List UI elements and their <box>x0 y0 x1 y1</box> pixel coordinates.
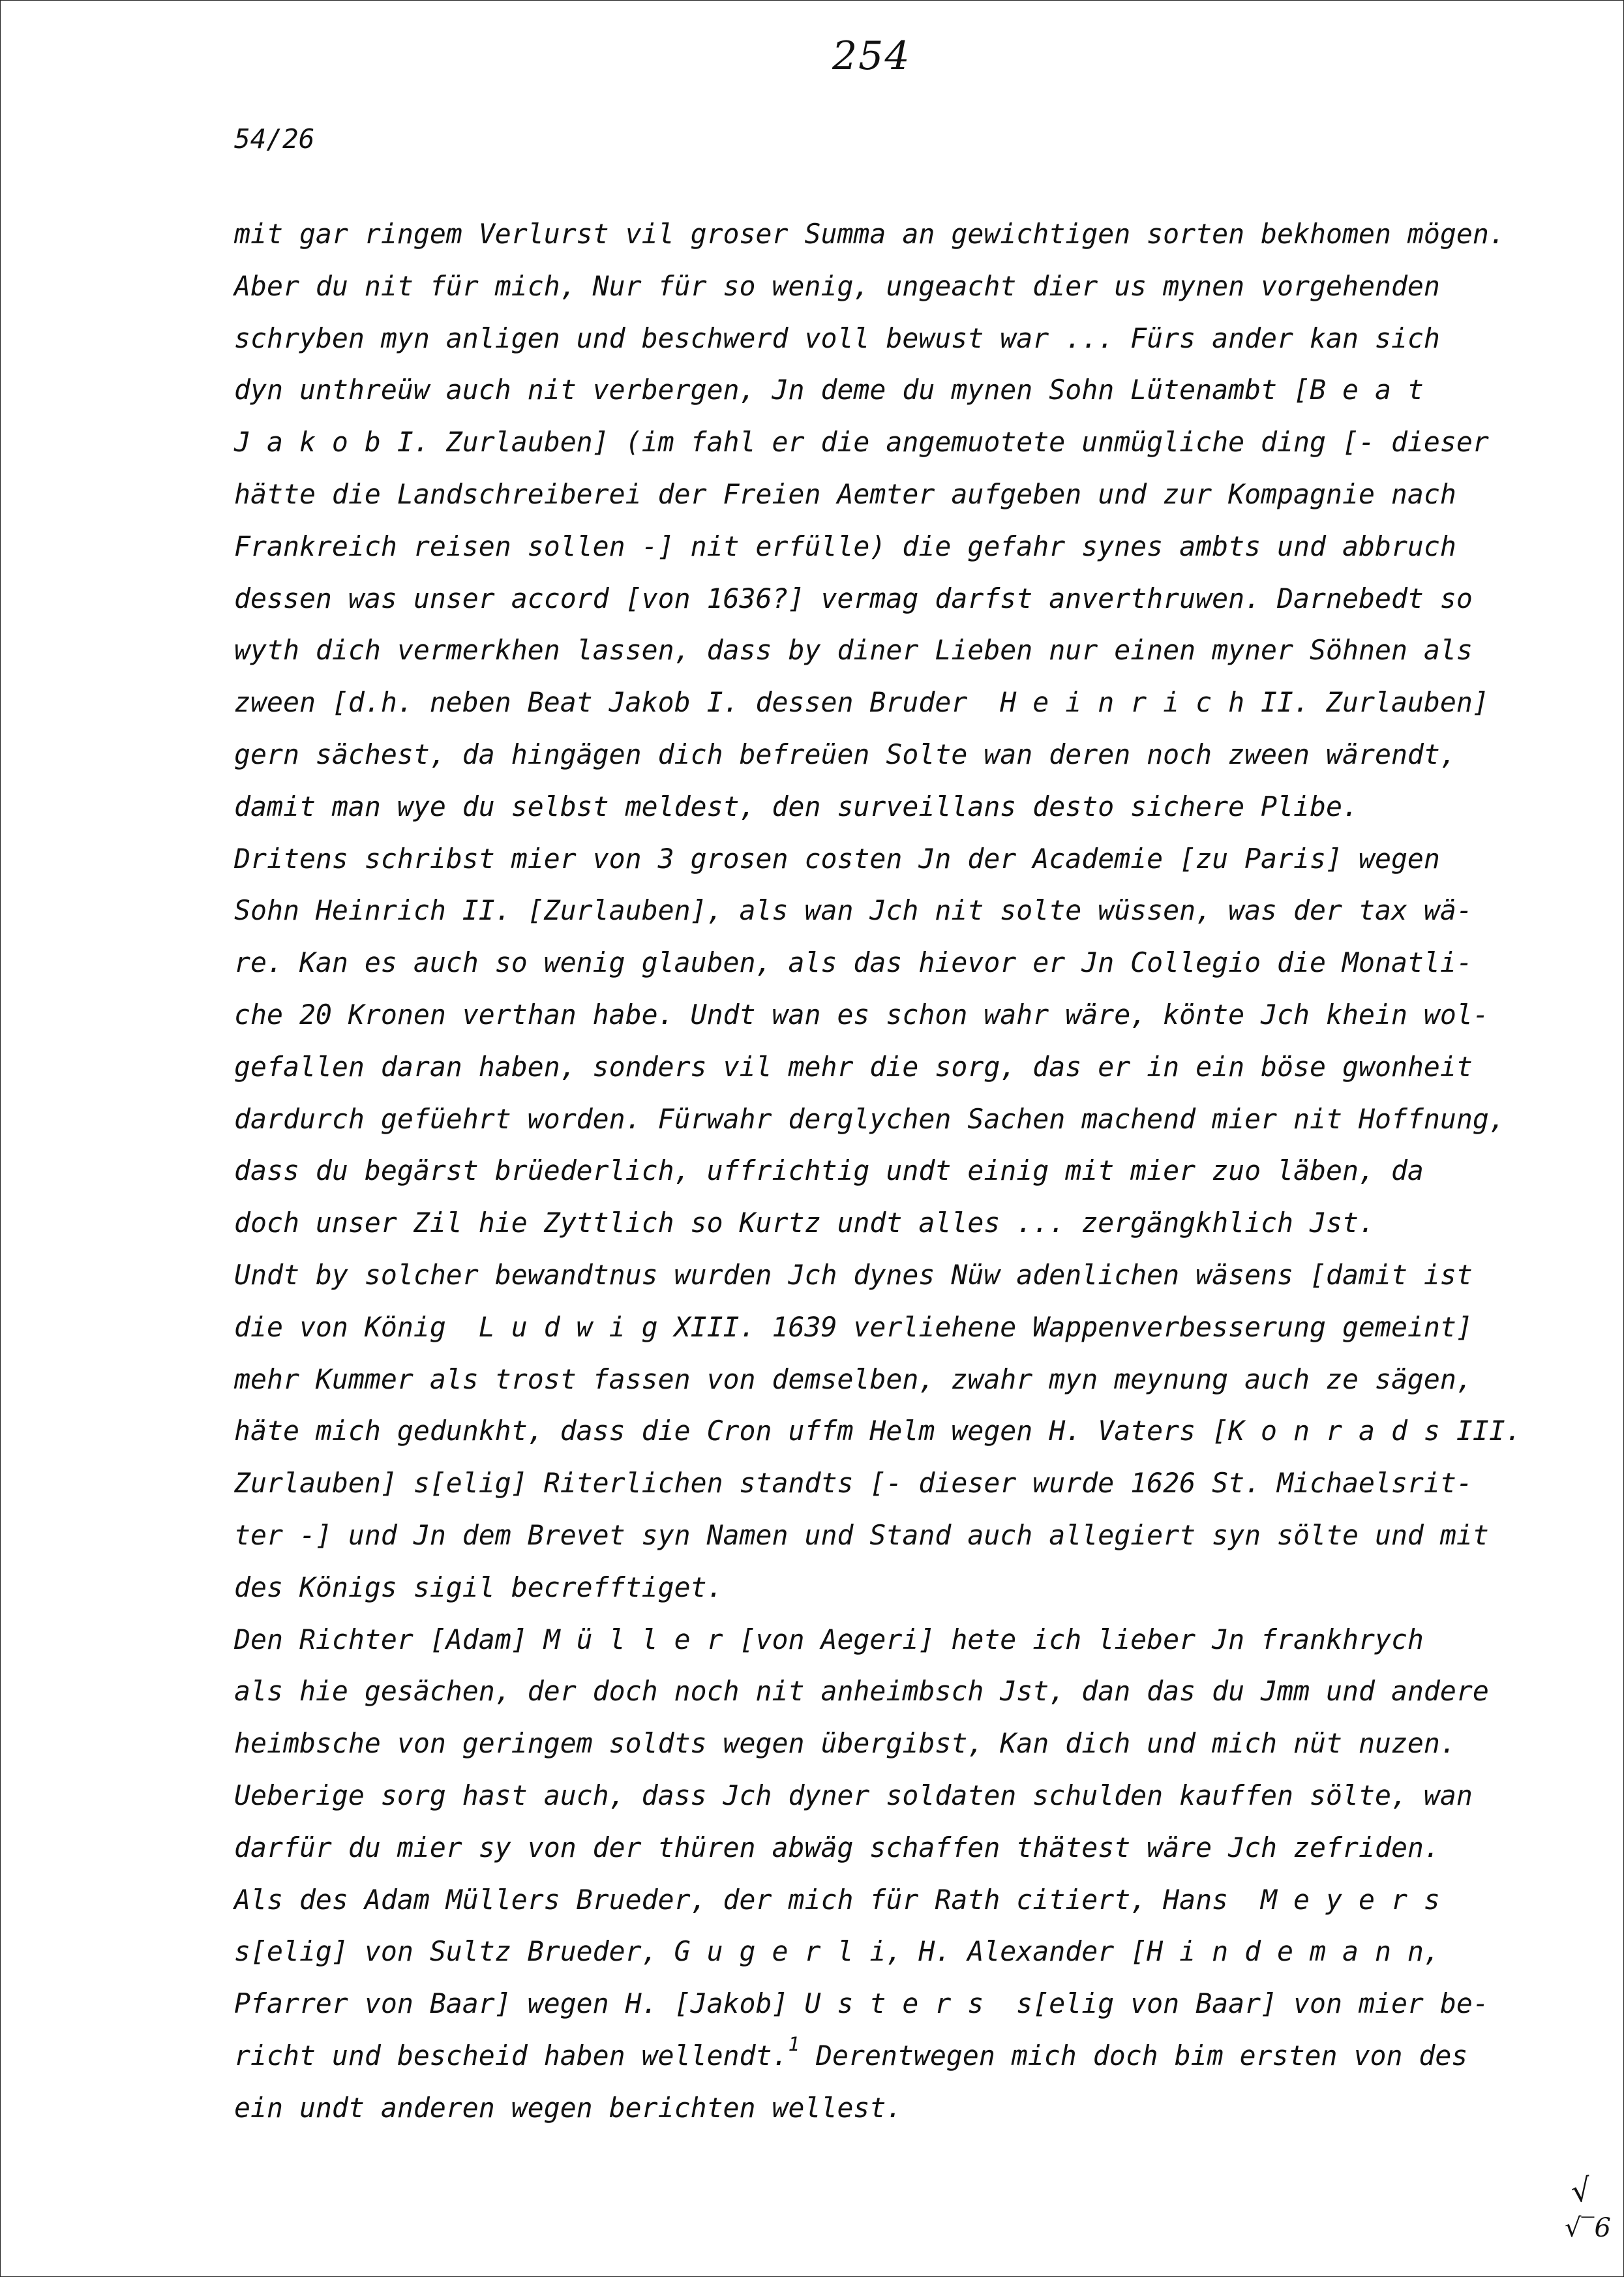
text-line: häte mich gedunkht, dass die Cron uffm Helm wegen H. Vaters [K o n r a d s III. <box>234 1415 1522 1447</box>
text-line: dessen was unser accord [von 1636?] vermag darfst anverthruwen. Darnebedt so <box>234 582 1473 614</box>
text-line: mit gar ringem Verlurst vil groser Summa an gewichtigen sorten bekhomen mögen. <box>234 218 1505 250</box>
text-line: dyn unthreüw auch nit verbergen, Jn deme du mynen Sohn Lütenambt [B e a t <box>234 374 1424 406</box>
text-line-start: richt und bescheid haben wellendt. <box>234 2039 789 2072</box>
text-line: Als des Adam Müllers Brueder, der mich für Rath citiert, Hans M e y e r s <box>234 1883 1440 1916</box>
text-line: damit man wye du selbst meldest, den surveillans desto sichere Plibe. <box>234 790 1359 822</box>
archive-reference: 54/26 <box>234 123 315 155</box>
page-number: 254 <box>832 33 911 79</box>
text-line: dardurch gefüehrt worden. Fürwahr derglychen Sachen machend mier nit Hoffnung, <box>234 1102 1505 1135</box>
text-line: Aber du nit für mich, Nur für so wenig, ungeacht dier us mynen vorgehenden <box>234 269 1440 302</box>
text-line: als hie gesächen, der doch noch nit anheimbsch Jst, dan das du Jmm und andere <box>234 1675 1489 1708</box>
text-line: zween [d.h. neben Beat Jakob I. dessen Bruder H e i n r i c h II. Zurlauben] <box>234 686 1489 719</box>
text-line: darfür du mier sy von der thüren abwäg schaffen thätest wäre Jch zefriden. <box>234 1831 1440 1863</box>
text-line: s[elig] von Sultz Brueder, G u g e r l i, H. Alexander [H i n d e m a n n, <box>234 1935 1440 1968</box>
text-line: Frankreich reisen sollen -] nit erfülle) die gefahr synes ambts und abbruch <box>234 530 1456 562</box>
text-line: Den Richter [Adam] M ü l l e r [von Aegeri] hete ich lieber Jn frankhrych <box>234 1623 1424 1655</box>
text-line: gern sächest, da hingägen dich befreüen Solte wan deren noch zween wärendt, <box>234 738 1456 770</box>
text-line: Pfarrer von Baar] wegen H. [Jakob] U s t e r s s[elig von Baar] von mier be- <box>234 1987 1489 2020</box>
text-line: ter -] und Jn dem Brevet syn Namen und Stand auch allegiert syn sölte und mit <box>234 1518 1489 1551</box>
handwritten-check-mark: √ <box>1569 2171 1594 2210</box>
text-line: hätte die Landschreiberei der Freien Aemter aufgeben und zur Kompagnie nach <box>234 477 1456 510</box>
footnote-marker: 1 <box>788 2032 800 2055</box>
text-line-continuation: Derentwegen mich doch bim ersten von des <box>800 2039 1468 2072</box>
text-line: wyth dich vermerkhen lassen, dass by diner Lieben nur einen myner Söhnen als <box>234 634 1473 667</box>
text-line: mehr Kummer als trost fassen von demselben, zwahr myn meynung auch ze sägen, <box>234 1363 1473 1395</box>
text-line: Zurlauben] s[elig] Riterlichen standts [- dieser wurde 1626 St. Michaelsrit- <box>234 1467 1473 1500</box>
text-line: J a k o b I. Zurlauben] (im fahl er die angemuotete unmügliche ding [- dieser <box>234 426 1489 459</box>
text-line: ein undt anderen wegen berichten wellest. <box>234 2091 903 2124</box>
text-line: gefallen daran haben, sonders vil mehr die sorg, das er in ein böse gwonheit <box>234 1050 1473 1083</box>
text-line: Sohn Heinrich II. [Zurlauben], als wan Jch nit solte wüssen, was der tax wä- <box>234 894 1473 927</box>
text-line: Ueberige sorg hast auch, dass Jch dyner soldaten schulden kauffen sölte, wan <box>234 1779 1473 1811</box>
text-line <box>234 2030 1610 2082</box>
text-line: Dritens schribst mier von 3 grosen costen Jn der Academie [zu Paris] wegen <box>234 842 1440 875</box>
text-line: che 20 Kronen verthan habe. Undt wan es schon wahr wäre, könte Jch khein wol- <box>234 998 1489 1031</box>
text-line: dass du begärst brüederlich, uffrichtig undt einig mit mier zuo läben, da <box>234 1154 1424 1187</box>
text-line: des Königs sigil becrefftiget. <box>234 1571 723 1603</box>
text-line: re. Kan es auch so wenig glauben, als das hievor er Jn Collegio die Monatli- <box>234 946 1473 979</box>
text-line: schryben myn anligen und beschwerd voll bewust war ... Fürs ander kan sich <box>234 322 1440 354</box>
text-line: Undt by solcher bewandtnus wurden Jch dynes Nüw adenlichen wäsens [damit ist <box>234 1258 1473 1291</box>
text-line: die von König L u d w i g XIII. 1639 verliehene Wappenverbesserung gemeint] <box>234 1310 1473 1343</box>
handwritten-margin-note: √‾6 <box>1565 2213 1611 2243</box>
text-line: doch unser Zil hie Zyttlich so Kurtz undt alles ... zergängkhlich Jst. <box>234 1207 1375 1239</box>
text-line: heimbsche von geringem soldts wegen übergibst, Kan dich und mich nüt nuzen. <box>234 1727 1456 1760</box>
transcription-text <box>234 208 1610 2134</box>
